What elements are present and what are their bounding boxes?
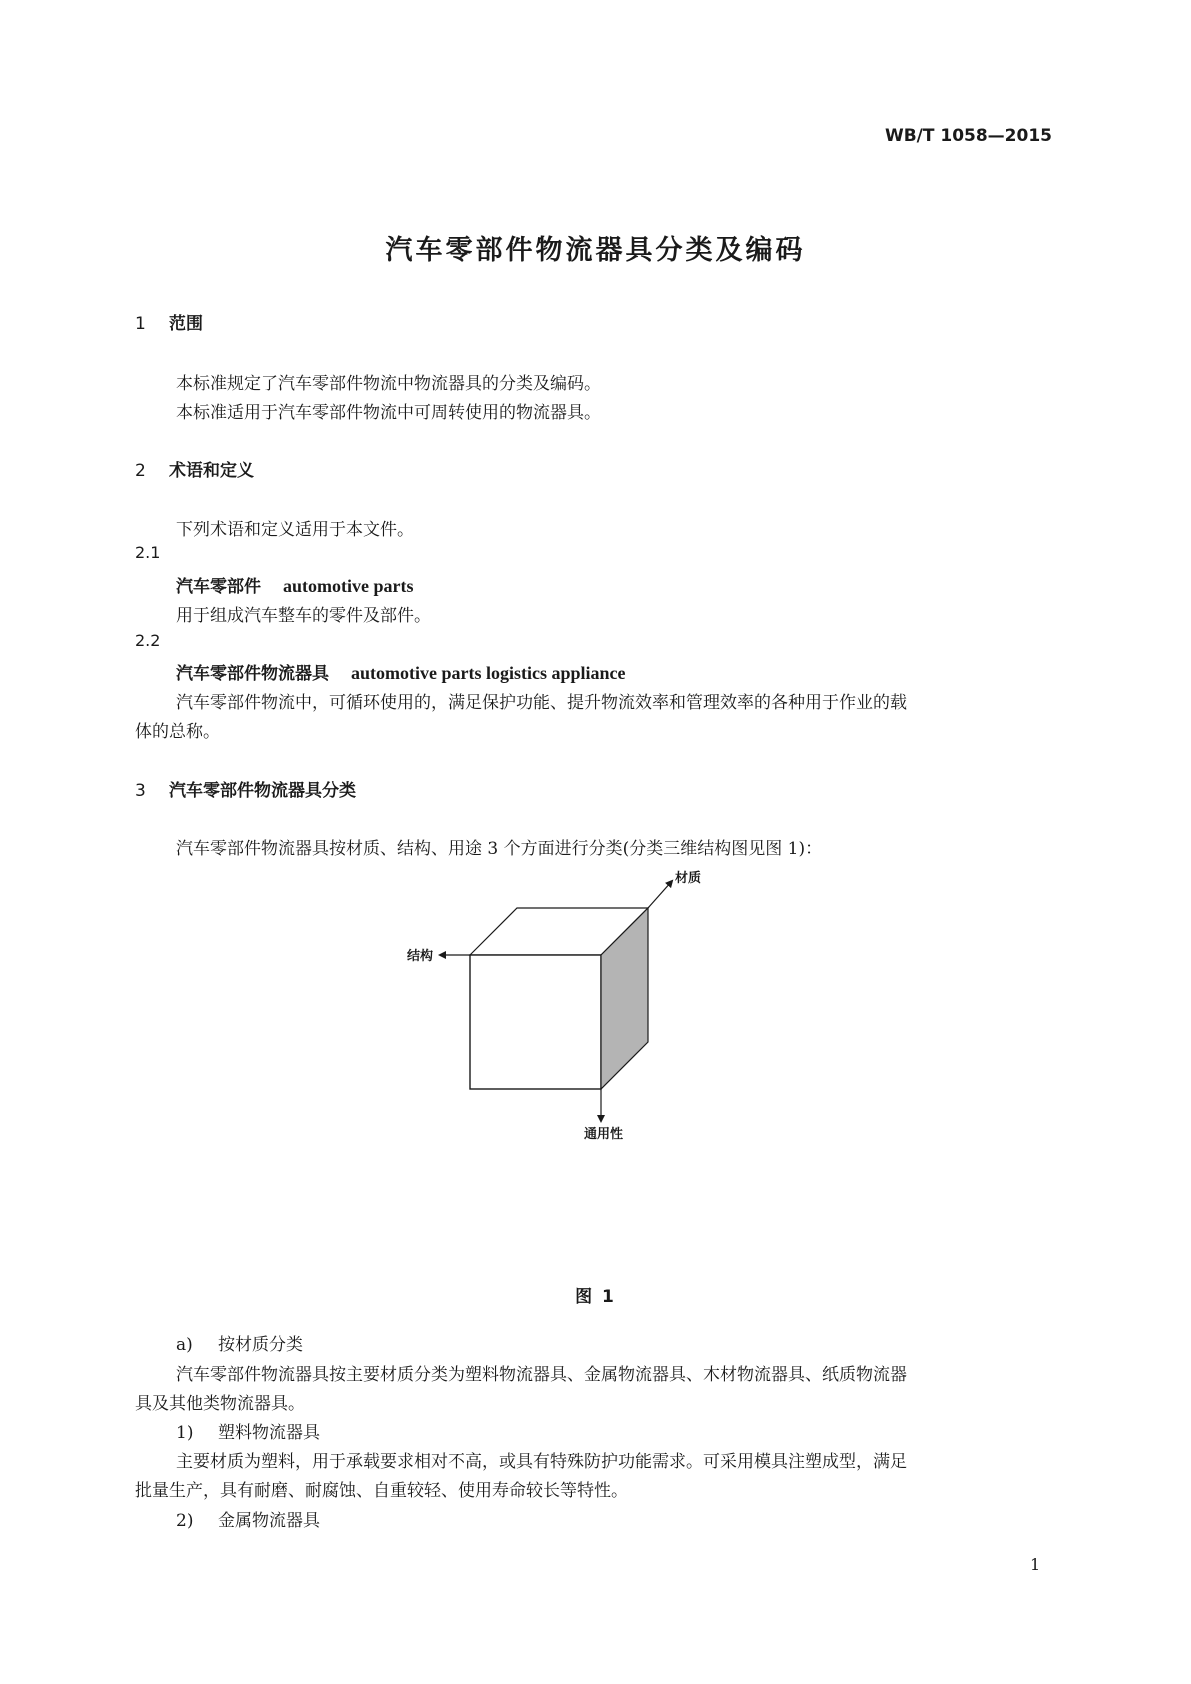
term-definition-line: 体的总称。	[135, 722, 220, 742]
term-chinese: 汽车零部件	[176, 577, 261, 597]
section-number: 3	[135, 781, 146, 801]
figure-caption: 图 1	[575, 1287, 616, 1307]
term-english: automotive parts	[283, 576, 414, 596]
page-title: 汽车零部件物流器具分类及编码	[385, 235, 806, 266]
section-1-heading	[135, 309, 203, 334]
cube-front-face	[470, 955, 601, 1089]
list-label: 2)	[176, 1511, 194, 1531]
section-title: 范围	[169, 314, 203, 334]
section-1-paragraph-2: 本标准适用于汽车零部件物流中可周转使用的物流器具。	[176, 403, 601, 423]
classification-cube-figure	[407, 871, 740, 1172]
section-number: 2	[135, 461, 146, 481]
list-title: 按材质分类	[218, 1335, 303, 1355]
section-1-paragraph-1: 本标准规定了汽车零部件物流中物流器具的分类及编码。	[176, 374, 601, 394]
structure-axis-label: 结构	[407, 949, 434, 964]
section-title: 汽车零部件物流器具分类	[169, 781, 356, 801]
usage-axis-label: 通用性	[584, 1127, 624, 1142]
page-number: 1	[1030, 1555, 1041, 1574]
list-title: 金属物流器具	[218, 1511, 320, 1531]
section-2-heading	[135, 456, 254, 481]
list-label: a)	[176, 1335, 193, 1355]
paragraph-line: 批量生产，具有耐磨、耐腐蚀、自重较轻、使用寿命较长等特性。	[135, 1481, 628, 1501]
paragraph-line: 具及其他类物流器具。	[135, 1394, 305, 1414]
document-code: WB/T 1058—2015	[884, 126, 1052, 146]
section-number: 1	[135, 314, 146, 334]
section-2-intro: 下列术语和定义适用于本文件。	[176, 520, 414, 540]
paragraph-line: 汽车零部件物流器具按主要材质分类为塑料物流器具、金属物流器具、木材物流器具、纸质物流器	[176, 1365, 907, 1385]
list-item-1	[176, 1418, 320, 1443]
term-entry	[176, 572, 413, 597]
list-label: 1)	[176, 1423, 194, 1443]
term-number: 2.2	[135, 631, 161, 650]
section-3-heading	[135, 776, 356, 801]
section-3-intro: 汽车零部件物流器具按材质、结构、用途 3 个方面进行分类(分类三维结构图见图 1)：	[176, 839, 823, 859]
paragraph-line: 主要材质为塑料，用于承载要求相对不高，或具有特殊防护功能需求。可采用模具注塑成型，满足	[176, 1452, 907, 1472]
term-entry	[176, 659, 626, 684]
list-item-a	[176, 1330, 303, 1355]
term-chinese: 汽车零部件物流器具	[176, 664, 329, 684]
list-item-2	[176, 1506, 320, 1531]
section-title: 术语和定义	[169, 461, 254, 481]
material-axis-label: 材质	[675, 871, 702, 886]
term-definition: 用于组成汽车整车的零件及部件。	[176, 606, 431, 626]
material-axis-arrow	[648, 881, 672, 908]
term-english: automotive parts logistics appliance	[351, 663, 626, 683]
term-number: 2.1	[135, 543, 161, 562]
term-definition-line: 汽车零部件物流中，可循环使用的，满足保护功能、提升物流效率和管理效率的各种用于作业的载	[176, 693, 907, 713]
list-title: 塑料物流器具	[218, 1423, 320, 1443]
